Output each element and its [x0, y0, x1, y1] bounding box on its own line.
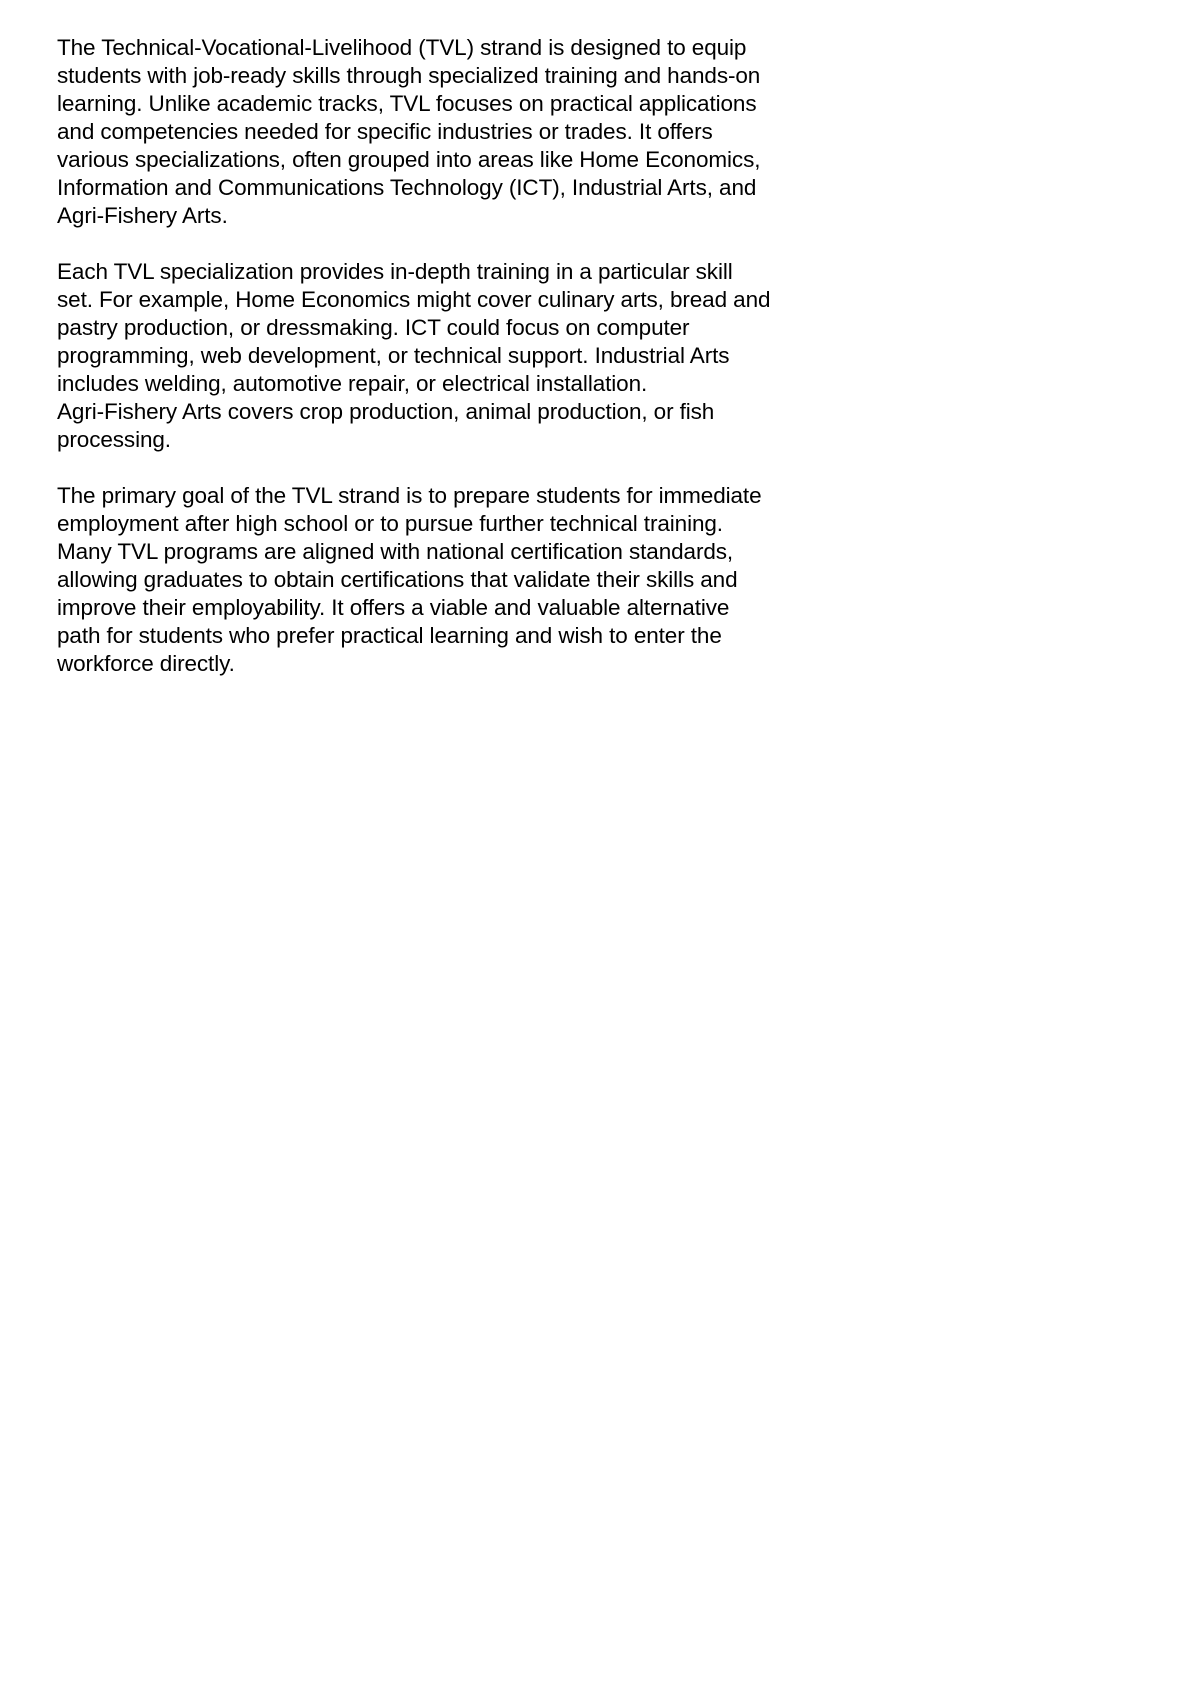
- paragraph-1: The Technical-Vocational-Livelihood (TVL) strand is designed to equip students with job-ready skills through specialized training and hands-on learning. Unlike academic tracks, TVL focuses on practical applications and competencies needed for specific industries or trades. It offers various specializations, often grouped into areas like Home Economics, Information and Communications Technology (ICT), Industrial Arts, and Agri-Fishery Arts.: [57, 35, 761, 228]
- paragraph-3: The primary goal of the TVL strand is to prepare students for immediate employment after high school or to pursue further technical training. Many TVL programs are aligned with national certification standards, allowing graduates to obtain certifications that validate their skills and improve their employability. It offers a viable and valuable alternative path for students who prefer practical learning and wish to enter the workforce directly.: [57, 483, 762, 676]
- paragraph-2: Each TVL specialization provides in-depth training in a particular skill set. For example, Home Economics might cover culinary arts, bread and pastry production, or dressmaking. ICT could focus on computer programming, web development, or technical support. Industrial Arts includes welding, automotive repair, or electrical installation. Agri-Fishery Arts covers crop production, animal production, or fish processing.: [57, 259, 771, 452]
- document-body: [57, 34, 847, 706]
